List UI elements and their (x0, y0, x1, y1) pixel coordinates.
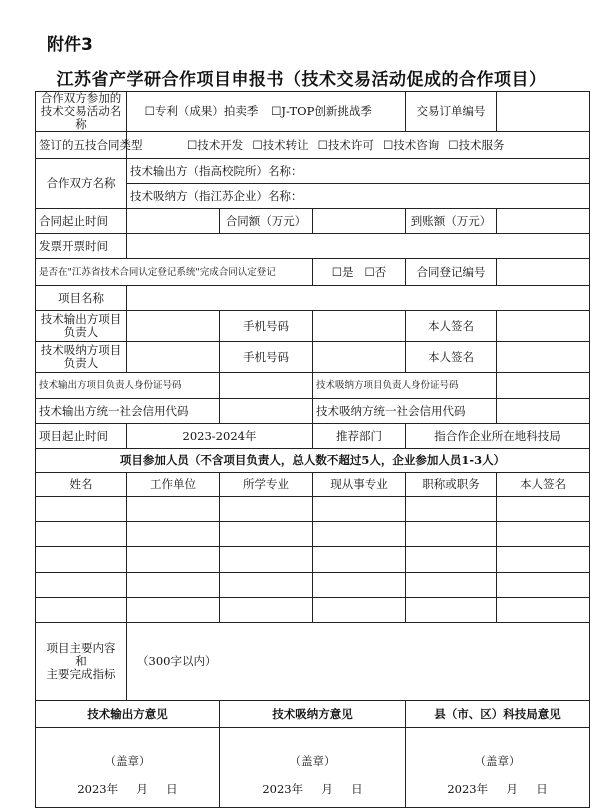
content-label: 项目主要内容 和 主要完成指标 (36, 623, 127, 701)
output-date: 2023年 月 日 (77, 781, 178, 796)
output-id-field[interactable] (220, 373, 313, 399)
member-row[interactable] (36, 598, 590, 623)
input-credit-field[interactable] (497, 399, 590, 424)
project-name-field[interactable] (127, 286, 590, 311)
output-id-label: 技术输出方项目负责人身份证号码 (36, 373, 220, 399)
contract-period-label: 合同起止时间 (36, 209, 127, 234)
input-phone-field[interactable] (313, 342, 406, 373)
input-seal: （盖章） (289, 753, 336, 768)
input-date: 2023年 月 日 (262, 781, 363, 796)
input-id-field[interactable] (497, 373, 590, 399)
registration-options[interactable] (313, 259, 406, 286)
registration-number-field[interactable] (497, 259, 590, 286)
input-lead-field[interactable] (127, 342, 220, 373)
member-row[interactable] (36, 497, 590, 522)
members-col-current: 现从事专业 (313, 473, 406, 497)
member-row[interactable] (36, 547, 590, 573)
output-sign-field[interactable] (497, 311, 590, 342)
contract-types-options[interactable] (127, 132, 590, 159)
content-field[interactable] (127, 623, 590, 701)
members-col-major: 所学专业 (220, 473, 313, 497)
input-id-label: 技术吸纳方项目负责人身份证号码 (313, 373, 497, 399)
parties-label: 合作双方名称 (36, 159, 127, 209)
received-amount-field[interactable] (497, 209, 590, 234)
attachment-label: 附件3 (47, 35, 93, 55)
option-license[interactable]: ☐技术许可 (317, 137, 374, 152)
members-heading: 项目参加人员（不含项目负责人，总人数不超过5人，企业参加人员1-3人） (36, 449, 590, 473)
output-lead-label: 技术输出方项目负责人 (36, 311, 127, 342)
option-patent-auction[interactable]: ☐专利（成果）拍卖季 (144, 104, 259, 118)
bureau-seal: （盖章） (474, 753, 521, 768)
option-yes[interactable]: ☐是 (331, 264, 354, 279)
input-party-name[interactable]: 技术吸纳方（指江苏企业）名称： (127, 184, 590, 209)
project-name-label: 项目名称 (36, 286, 127, 311)
members-col-sign: 本人签名 (497, 473, 590, 497)
contract-amount-label: 合同额（万元） (220, 209, 313, 234)
page-title: 江苏省产学研合作项目申报书（技术交易活动促成的合作项目） (56, 70, 547, 90)
project-period-label: 项目起止时间 (36, 424, 127, 449)
option-service[interactable]: ☐技术服务 (448, 137, 505, 152)
input-sign-field[interactable] (497, 342, 590, 373)
output-credit-field[interactable] (220, 399, 313, 424)
output-sign-label: 本人签名 (406, 311, 497, 342)
output-lead-field[interactable] (127, 311, 220, 342)
contract-amount-field[interactable] (313, 209, 406, 234)
recommend-dept-value: 指合作企业所在地科技局 (406, 424, 590, 449)
input-opinion-heading: 技术吸纳方意见 (220, 701, 406, 728)
project-period-value: 2023-2024年 (127, 424, 313, 449)
output-credit-label: 技术输出方统一社会信用代码 (36, 399, 220, 424)
input-opinion-area[interactable] (220, 728, 406, 808)
output-party-name[interactable]: 技术输出方（指高校院所）名称： (127, 159, 590, 184)
contract-types-label: 签订的五技合同类型 (36, 132, 127, 159)
invoice-label: 发票开票时间 (36, 234, 127, 259)
recommend-dept-label: 推荐部门 (313, 424, 406, 449)
input-lead-label: 技术吸纳方项目负责人 (36, 342, 127, 373)
option-dev[interactable]: ☐技术开发 (187, 137, 244, 152)
input-sign-label: 本人签名 (406, 342, 497, 373)
option-consult[interactable]: ☐技术咨询 (382, 137, 440, 152)
content-hint: （300字以内） (137, 654, 217, 668)
output-seal: （盖章） (104, 753, 151, 768)
members-col-title: 职称或职务 (406, 473, 497, 497)
bureau-opinion-heading: 县（市、区）科技局意见 (406, 701, 590, 728)
input-phone-label: 手机号码 (220, 342, 313, 373)
member-row[interactable] (36, 573, 590, 598)
received-amount-label: 到账额（万元） (406, 209, 497, 234)
option-jtop[interactable]: ☐J-TOP创新挑战季 (271, 104, 372, 118)
input-credit-label: 技术吸纳方统一社会信用代码 (313, 399, 497, 424)
option-transfer[interactable]: ☐技术转让 (252, 137, 309, 152)
activity-label: 合作双方参加的技术交易活动名称 (36, 92, 127, 132)
order-number-field[interactable] (497, 92, 590, 132)
registration-label: 是否在"江苏省技术合同认定登记系统"完成合同认定登记 (36, 259, 313, 286)
bureau-opinion-area[interactable] (406, 728, 590, 808)
output-phone-field[interactable] (313, 311, 406, 342)
application-form (35, 91, 590, 808)
output-opinion-heading: 技术输出方意见 (36, 701, 220, 728)
members-col-name: 姓名 (36, 473, 127, 497)
members-col-unit: 工作单位 (127, 473, 220, 497)
output-phone-label: 手机号码 (220, 311, 313, 342)
contract-period-field[interactable] (127, 209, 220, 234)
output-opinion-area[interactable] (36, 728, 220, 808)
member-row[interactable] (36, 522, 590, 547)
option-no[interactable]: ☐否 (364, 264, 387, 279)
order-number-label: 交易订单编号 (406, 92, 497, 132)
registration-number-label: 合同登记编号 (406, 259, 497, 286)
invoice-field[interactable] (127, 234, 590, 259)
bureau-date: 2023年 月 日 (447, 781, 548, 796)
activity-options[interactable] (127, 92, 406, 132)
